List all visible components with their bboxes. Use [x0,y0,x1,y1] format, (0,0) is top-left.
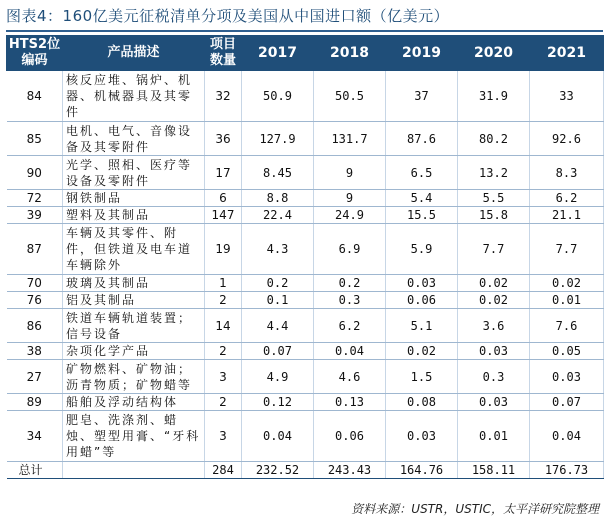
hts-code-cell: 85 [7,122,63,156]
import-value-cell: 13.2 [458,156,530,190]
import-value-cell: 0.03 [458,394,530,411]
item-count-cell: 36 [205,122,242,156]
table-row [7,207,604,224]
import-value-cell: 87.6 [386,122,458,156]
item-count-cell: 3 [205,411,242,462]
product-description-cell: 钢铁制品 [63,190,205,207]
header-year-2017: 2017 [242,36,314,71]
product-description-cell: 车辆及其零件、附件，但铁道及电车道车辆除外 [63,224,205,275]
item-count-cell: 6 [205,190,242,207]
import-value-cell: 7.6 [530,309,604,343]
table-row [7,343,604,360]
header-year-2018: 2018 [314,36,386,71]
product-description-cell: 塑料及其制品 [63,207,205,224]
table-row [7,309,604,343]
table-row [7,190,604,207]
import-value-cell: 80.2 [458,122,530,156]
import-value-cell: 4.9 [242,360,314,394]
import-value-cell: 0.01 [458,411,530,462]
import-value-cell: 0.02 [458,275,530,292]
import-value-cell: 4.3 [242,224,314,275]
hts-code-cell: 76 [7,292,63,309]
import-value-cell: 22.4 [242,207,314,224]
total-label: 总计 [7,462,63,479]
header-description: 产品描述 [63,36,205,71]
import-value-cell: 0.02 [386,343,458,360]
import-value-cell: 127.9 [242,122,314,156]
header-year-2021: 2021 [530,36,604,71]
hts-code-cell: 90 [7,156,63,190]
table-row [7,292,604,309]
item-count-cell: 1 [205,275,242,292]
hts-code-cell: 70 [7,275,63,292]
import-value-cell: 0.08 [386,394,458,411]
total-row [7,462,604,479]
import-value-cell: 0.04 [530,411,604,462]
import-value-cell: 0.01 [530,292,604,309]
import-value-cell: 0.04 [242,411,314,462]
import-value-cell: 0.13 [314,394,386,411]
import-value-cell: 0.02 [530,275,604,292]
import-value-cell: 37 [386,71,458,122]
table-row [7,71,604,122]
table-row [7,122,604,156]
import-value-cell: 50.9 [242,71,314,122]
import-value-cell: 5.4 [386,190,458,207]
hts-code-cell: 84 [7,71,63,122]
item-count-cell: 14 [205,309,242,343]
import-value-cell: 0.1 [242,292,314,309]
hts-code-cell: 72 [7,190,63,207]
import-value-cell: 6.9 [314,224,386,275]
product-description-cell: 光学、照相、医疗等设备及零附件 [63,156,205,190]
import-value-cell: 8.3 [530,156,604,190]
import-value-cell: 31.9 [458,71,530,122]
header-year-2020: 2020 [458,36,530,71]
header-code: HTS2位 编码 [7,36,63,71]
import-value-cell: 33 [530,71,604,122]
item-count-cell: 17 [205,156,242,190]
total-count-cell: 284 [205,462,242,479]
hts-code-cell: 86 [7,309,63,343]
import-value-cell: 0.3 [458,360,530,394]
total-value-cell: 176.73 [530,462,604,479]
import-value-cell: 0.03 [458,343,530,360]
total-value-cell: 158.11 [458,462,530,479]
table-row [7,411,604,462]
import-value-cell: 0.06 [386,292,458,309]
import-value-cell: 24.9 [314,207,386,224]
import-value-cell: 0.2 [242,275,314,292]
import-value-cell: 15.8 [458,207,530,224]
item-count-cell: 2 [205,343,242,360]
import-value-cell: 9 [314,190,386,207]
product-description-cell: 铝及其制品 [63,292,205,309]
header-count: 项目 数量 [205,36,242,71]
total-value-cell: 232.52 [242,462,314,479]
hts-code-cell: 89 [7,394,63,411]
import-value-cell: 131.7 [314,122,386,156]
import-value-cell: 0.03 [530,360,604,394]
import-value-cell: 8.45 [242,156,314,190]
header-year-2019: 2019 [386,36,458,71]
import-value-cell: 0.06 [314,411,386,462]
product-description-cell: 杂项化学产品 [63,343,205,360]
hts-code-cell: 87 [7,224,63,275]
import-value-cell: 5.9 [386,224,458,275]
product-description-cell: 铁道车辆轨道装置；信号设备 [63,309,205,343]
import-value-cell: 0.2 [314,275,386,292]
import-value-cell: 21.1 [530,207,604,224]
table-row [7,394,604,411]
hts-code-cell: 27 [7,360,63,394]
import-value-cell: 6.5 [386,156,458,190]
import-value-cell: 0.04 [314,343,386,360]
import-value-cell: 9 [314,156,386,190]
import-value-cell: 7.7 [530,224,604,275]
import-value-cell: 6.2 [314,309,386,343]
import-value-cell: 0.05 [530,343,604,360]
total-value-cell: 243.43 [314,462,386,479]
product-description-cell: 船舶及浮动结构体 [63,394,205,411]
item-count-cell: 2 [205,292,242,309]
import-value-cell: 3.6 [458,309,530,343]
total-description-cell [63,462,205,479]
import-value-cell: 92.6 [530,122,604,156]
product-description-cell: 矿物燃料、矿物油；沥青物质；矿物蜡等 [63,360,205,394]
import-value-cell: 4.6 [314,360,386,394]
hts-code-cell: 39 [7,207,63,224]
import-value-cell: 0.07 [530,394,604,411]
item-count-cell: 19 [205,224,242,275]
import-value-cell: 1.5 [386,360,458,394]
import-value-cell: 5.5 [458,190,530,207]
item-count-cell: 3 [205,360,242,394]
hts-code-cell: 34 [7,411,63,462]
total-value-cell: 164.76 [386,462,458,479]
table-row [7,224,604,275]
import-value-cell: 0.02 [458,292,530,309]
table-row [7,360,604,394]
import-value-cell: 6.2 [530,190,604,207]
import-value-cell: 0.3 [314,292,386,309]
item-count-cell: 32 [205,71,242,122]
table-row [7,275,604,292]
import-value-cell: 0.03 [386,411,458,462]
import-value-cell: 5.1 [386,309,458,343]
product-description-cell: 核反应堆、锅炉、机器、机械器具及其零件 [63,71,205,122]
hts-code-cell: 38 [7,343,63,360]
import-value-cell: 4.4 [242,309,314,343]
import-value-cell: 0.07 [242,343,314,360]
product-description-cell: 玻璃及其制品 [63,275,205,292]
item-count-cell: 2 [205,394,242,411]
product-description-cell: 肥皂、洗涤剂、蜡烛、塑型用膏、“牙科用蜡”等 [63,411,205,462]
import-value-cell: 7.7 [458,224,530,275]
import-value-cell: 0.12 [242,394,314,411]
header-row [7,36,604,71]
item-count-cell: 147 [205,207,242,224]
import-value-cell: 0.03 [386,275,458,292]
table-row [7,156,604,190]
import-value-cell: 8.8 [242,190,314,207]
product-description-cell: 电机、电气、音像设备及其零附件 [63,122,205,156]
import-value-cell: 15.5 [386,207,458,224]
figure-caption: 图表4：160亿美元征税清单分项及美国从中国进口额（亿美元） [6,2,603,32]
import-table [6,35,604,479]
source-note: 资料来源：USTR，USTIC，太平洋研究院整理 [351,502,599,516]
import-value-cell: 50.5 [314,71,386,122]
